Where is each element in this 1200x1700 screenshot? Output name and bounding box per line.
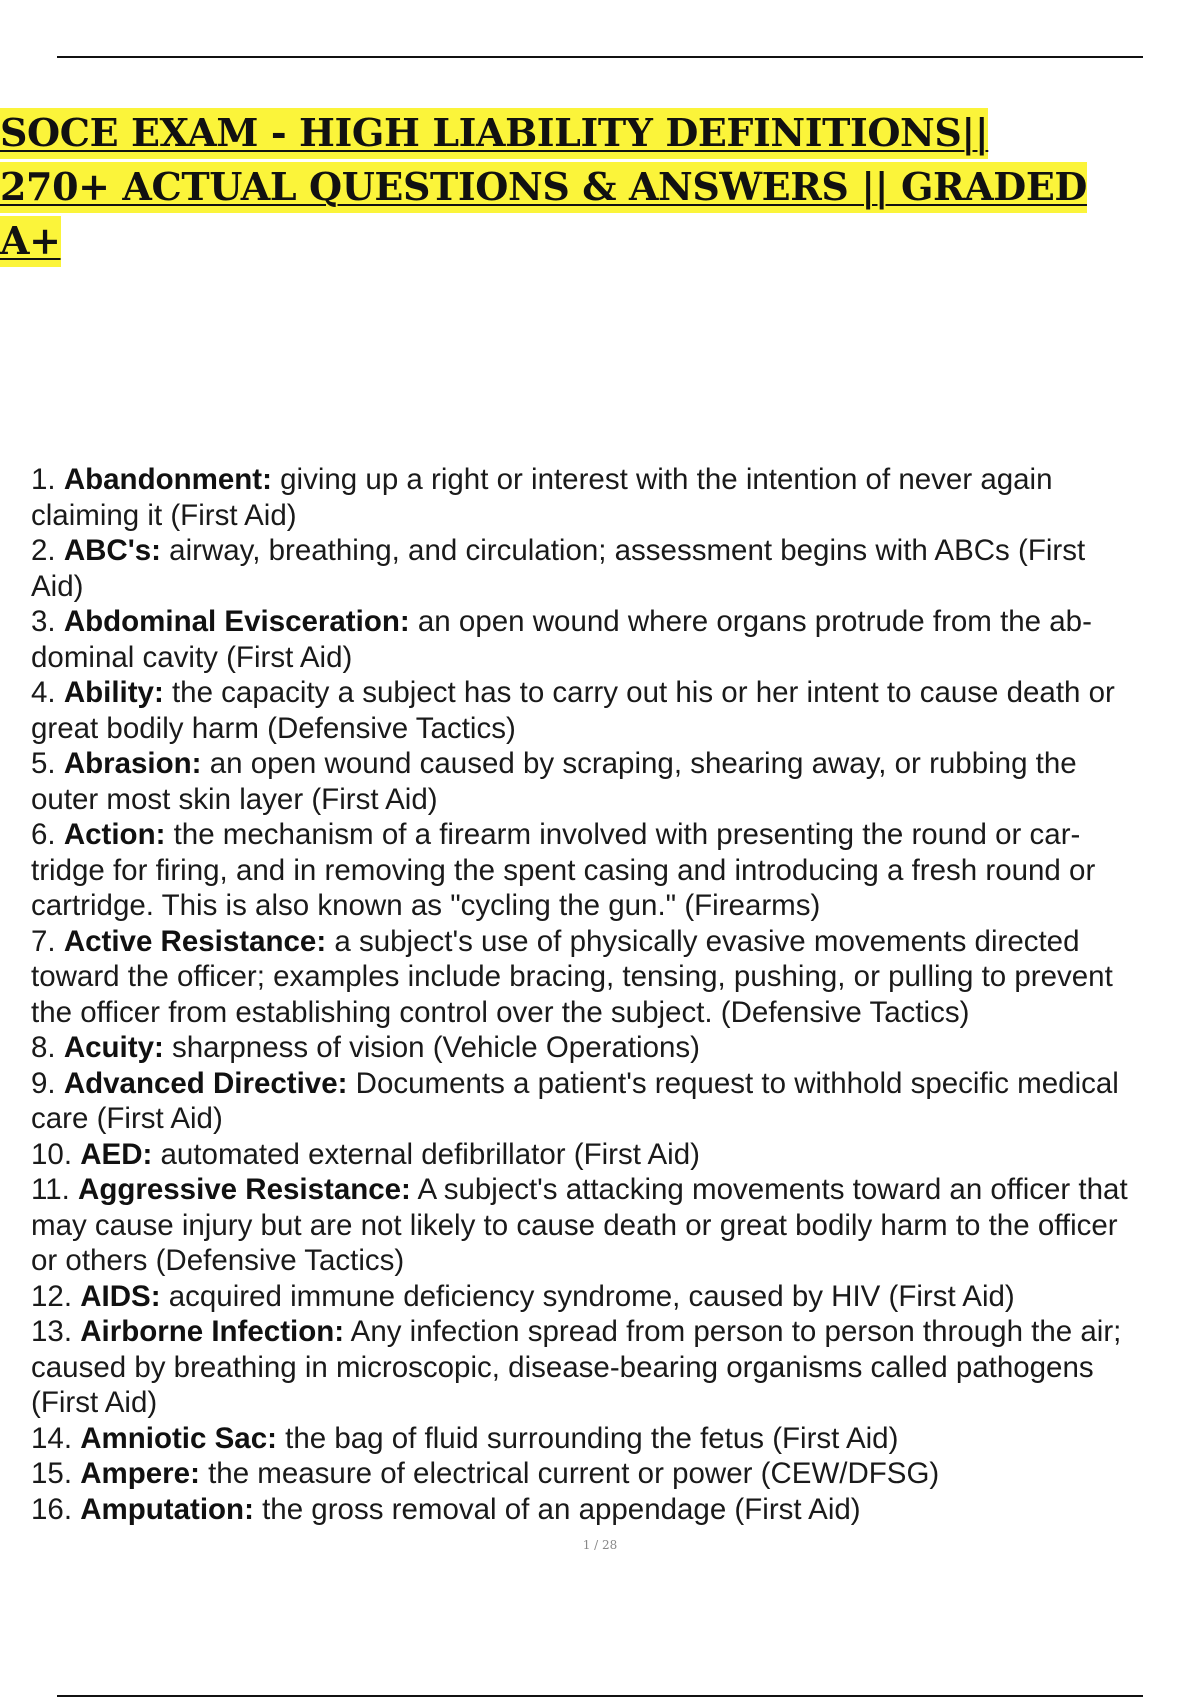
definition-item (31, 1137, 1200, 1173)
definition-item (31, 1279, 1200, 1315)
definition-text: giving up a right or interest with the intention of never again (271, 463, 1053, 496)
definition-text: Any infection spread from person to person through the air; (344, 1315, 1122, 1348)
definitions-list (31, 462, 1200, 1527)
definition-item (31, 746, 1200, 817)
definition-term: Amputation: (80, 1492, 254, 1526)
definition-term: AED: (80, 1137, 153, 1171)
definition-number: 13. (31, 1315, 73, 1348)
definition-number: 10. (31, 1137, 73, 1171)
definition-text: caused by breathing in microscopic, disease-bearing organisms called pathogens (31, 1350, 1094, 1384)
definition-text: the gross removal of an appendage (First Aid) (253, 1492, 861, 1526)
definition-term: Abrasion: (63, 747, 202, 780)
definition-term: Acuity: (63, 1031, 164, 1064)
definition-number: 11. (31, 1173, 70, 1206)
definition-text: Aid) (31, 569, 84, 603)
definition-number: 14. (31, 1421, 73, 1455)
definition-text: a subject's use of physically evasive movements directed (326, 924, 1080, 958)
definition-text: automated external defibrillator (First Aid) (152, 1137, 700, 1171)
definition-number: 15. (31, 1457, 73, 1490)
definition-item (31, 1421, 1200, 1457)
definition-text: may cause injury but are not likely to cause death or great bodily harm to the officer (31, 1208, 1118, 1242)
definition-item (31, 462, 1200, 533)
definition-text: A subject's attacking movements toward an officer that (410, 1173, 1128, 1206)
definition-term: Airborne Infection: (80, 1315, 345, 1348)
title-line-1-text: SOCE EXAM - HIGH LIABILITY DEFINITIONS|| (0, 108, 988, 159)
top-rule (57, 56, 1143, 58)
definition-text: (First Aid) (31, 1386, 158, 1419)
definition-term: AIDS: (80, 1279, 161, 1313)
definition-number: 6. (31, 818, 56, 851)
title-line-2 (0, 160, 1200, 214)
definition-number: 8. (31, 1031, 56, 1064)
definition-text: tridge for firing, and in removing the spent casing and introducing a fresh round or (31, 853, 1096, 887)
definition-text: the bag of fluid surrounding the fetus (First Aid) (276, 1421, 899, 1455)
definition-text: great bodily harm (Defensive Tactics) (31, 711, 516, 745)
definition-text: an open wound caused by scraping, shearing away, or rubbing the (201, 747, 1077, 780)
definition-text: airway, breathing, and circulation; assessment begins with ABCs (First (160, 534, 1086, 567)
definition-item (31, 533, 1200, 604)
definition-number: 12. (31, 1279, 73, 1313)
definition-term: Abdominal Evisceration: (63, 605, 410, 638)
definition-text: cartridge. This is also known as "cycling the gun." (Firearms) (31, 889, 821, 922)
title-line-2-text: 270+ ACTUAL QUESTIONS & ANSWERS || GRADED (0, 162, 1087, 213)
definition-text: acquired immune deficiency syndrome, caused by HIV (First Aid) (160, 1279, 1015, 1313)
definition-term: ABC's: (63, 534, 161, 567)
definition-item (31, 604, 1200, 675)
definition-term: Action: (63, 818, 166, 851)
definition-item (31, 675, 1200, 746)
definition-item (31, 1172, 1200, 1279)
definition-text: or others (Defensive Tactics) (31, 1244, 405, 1277)
title-line-3-text: A+ (0, 216, 61, 267)
definition-text: sharpness of vision (Vehicle Operations) (163, 1031, 700, 1064)
title-line-1 (0, 106, 1200, 160)
definition-text: outer most skin layer (First Aid) (31, 782, 438, 816)
definition-text: the capacity a subject has to carry out his or her intent to cause death or (163, 676, 1115, 709)
definition-text: dominal cavity (First Aid) (31, 640, 353, 674)
definition-term: Ampere: (80, 1457, 200, 1490)
definition-item (31, 1492, 1200, 1528)
definition-term: Amniotic Sac: (80, 1421, 277, 1455)
definition-text: the measure of electrical current or power (CEW/DFSG) (199, 1457, 940, 1490)
definition-number: 1. (31, 463, 56, 496)
definition-number: 7. (31, 924, 56, 958)
definition-number: 3. (31, 605, 56, 638)
definition-item (31, 1314, 1200, 1421)
bottom-rule (57, 1695, 1143, 1697)
definition-number: 9. (31, 1066, 56, 1100)
definition-term: Advanced Directive: (63, 1066, 348, 1100)
definition-text: the mechanism of a firearm involved with presenting the round or car- (165, 818, 1081, 851)
definition-text: an open wound where organs protrude from the ab- (409, 605, 1092, 638)
definition-term: Active Resistance: (63, 924, 327, 958)
definition-number: 16. (31, 1492, 73, 1526)
definition-text: the officer from establishing control over the subject. (Defensive Tactics) (31, 995, 970, 1029)
definition-item (31, 924, 1200, 1031)
title-line-3 (0, 214, 1200, 268)
definition-term: Aggressive Resistance: (78, 1173, 411, 1206)
document-title (0, 106, 1200, 268)
definition-text: claiming it (First Aid) (31, 498, 297, 532)
definition-item (31, 1456, 1200, 1492)
definition-item (31, 1066, 1200, 1137)
definition-number: 2. (31, 534, 56, 567)
definition-number: 5. (31, 747, 56, 780)
definition-item (31, 817, 1200, 924)
definition-text: Documents a patient's request to withhold specific medical (347, 1066, 1119, 1100)
definition-item (31, 1030, 1200, 1066)
definition-text: care (First Aid) (31, 1102, 223, 1135)
definition-text: toward the officer; examples include bracing, tensing, pushing, or pulling to prevent (31, 960, 1113, 993)
page-number: 1 / 28 (582, 1538, 618, 1552)
definition-number: 4. (31, 676, 56, 709)
definition-term: Ability: (63, 676, 164, 709)
definition-term: Abandonment: (63, 463, 272, 496)
